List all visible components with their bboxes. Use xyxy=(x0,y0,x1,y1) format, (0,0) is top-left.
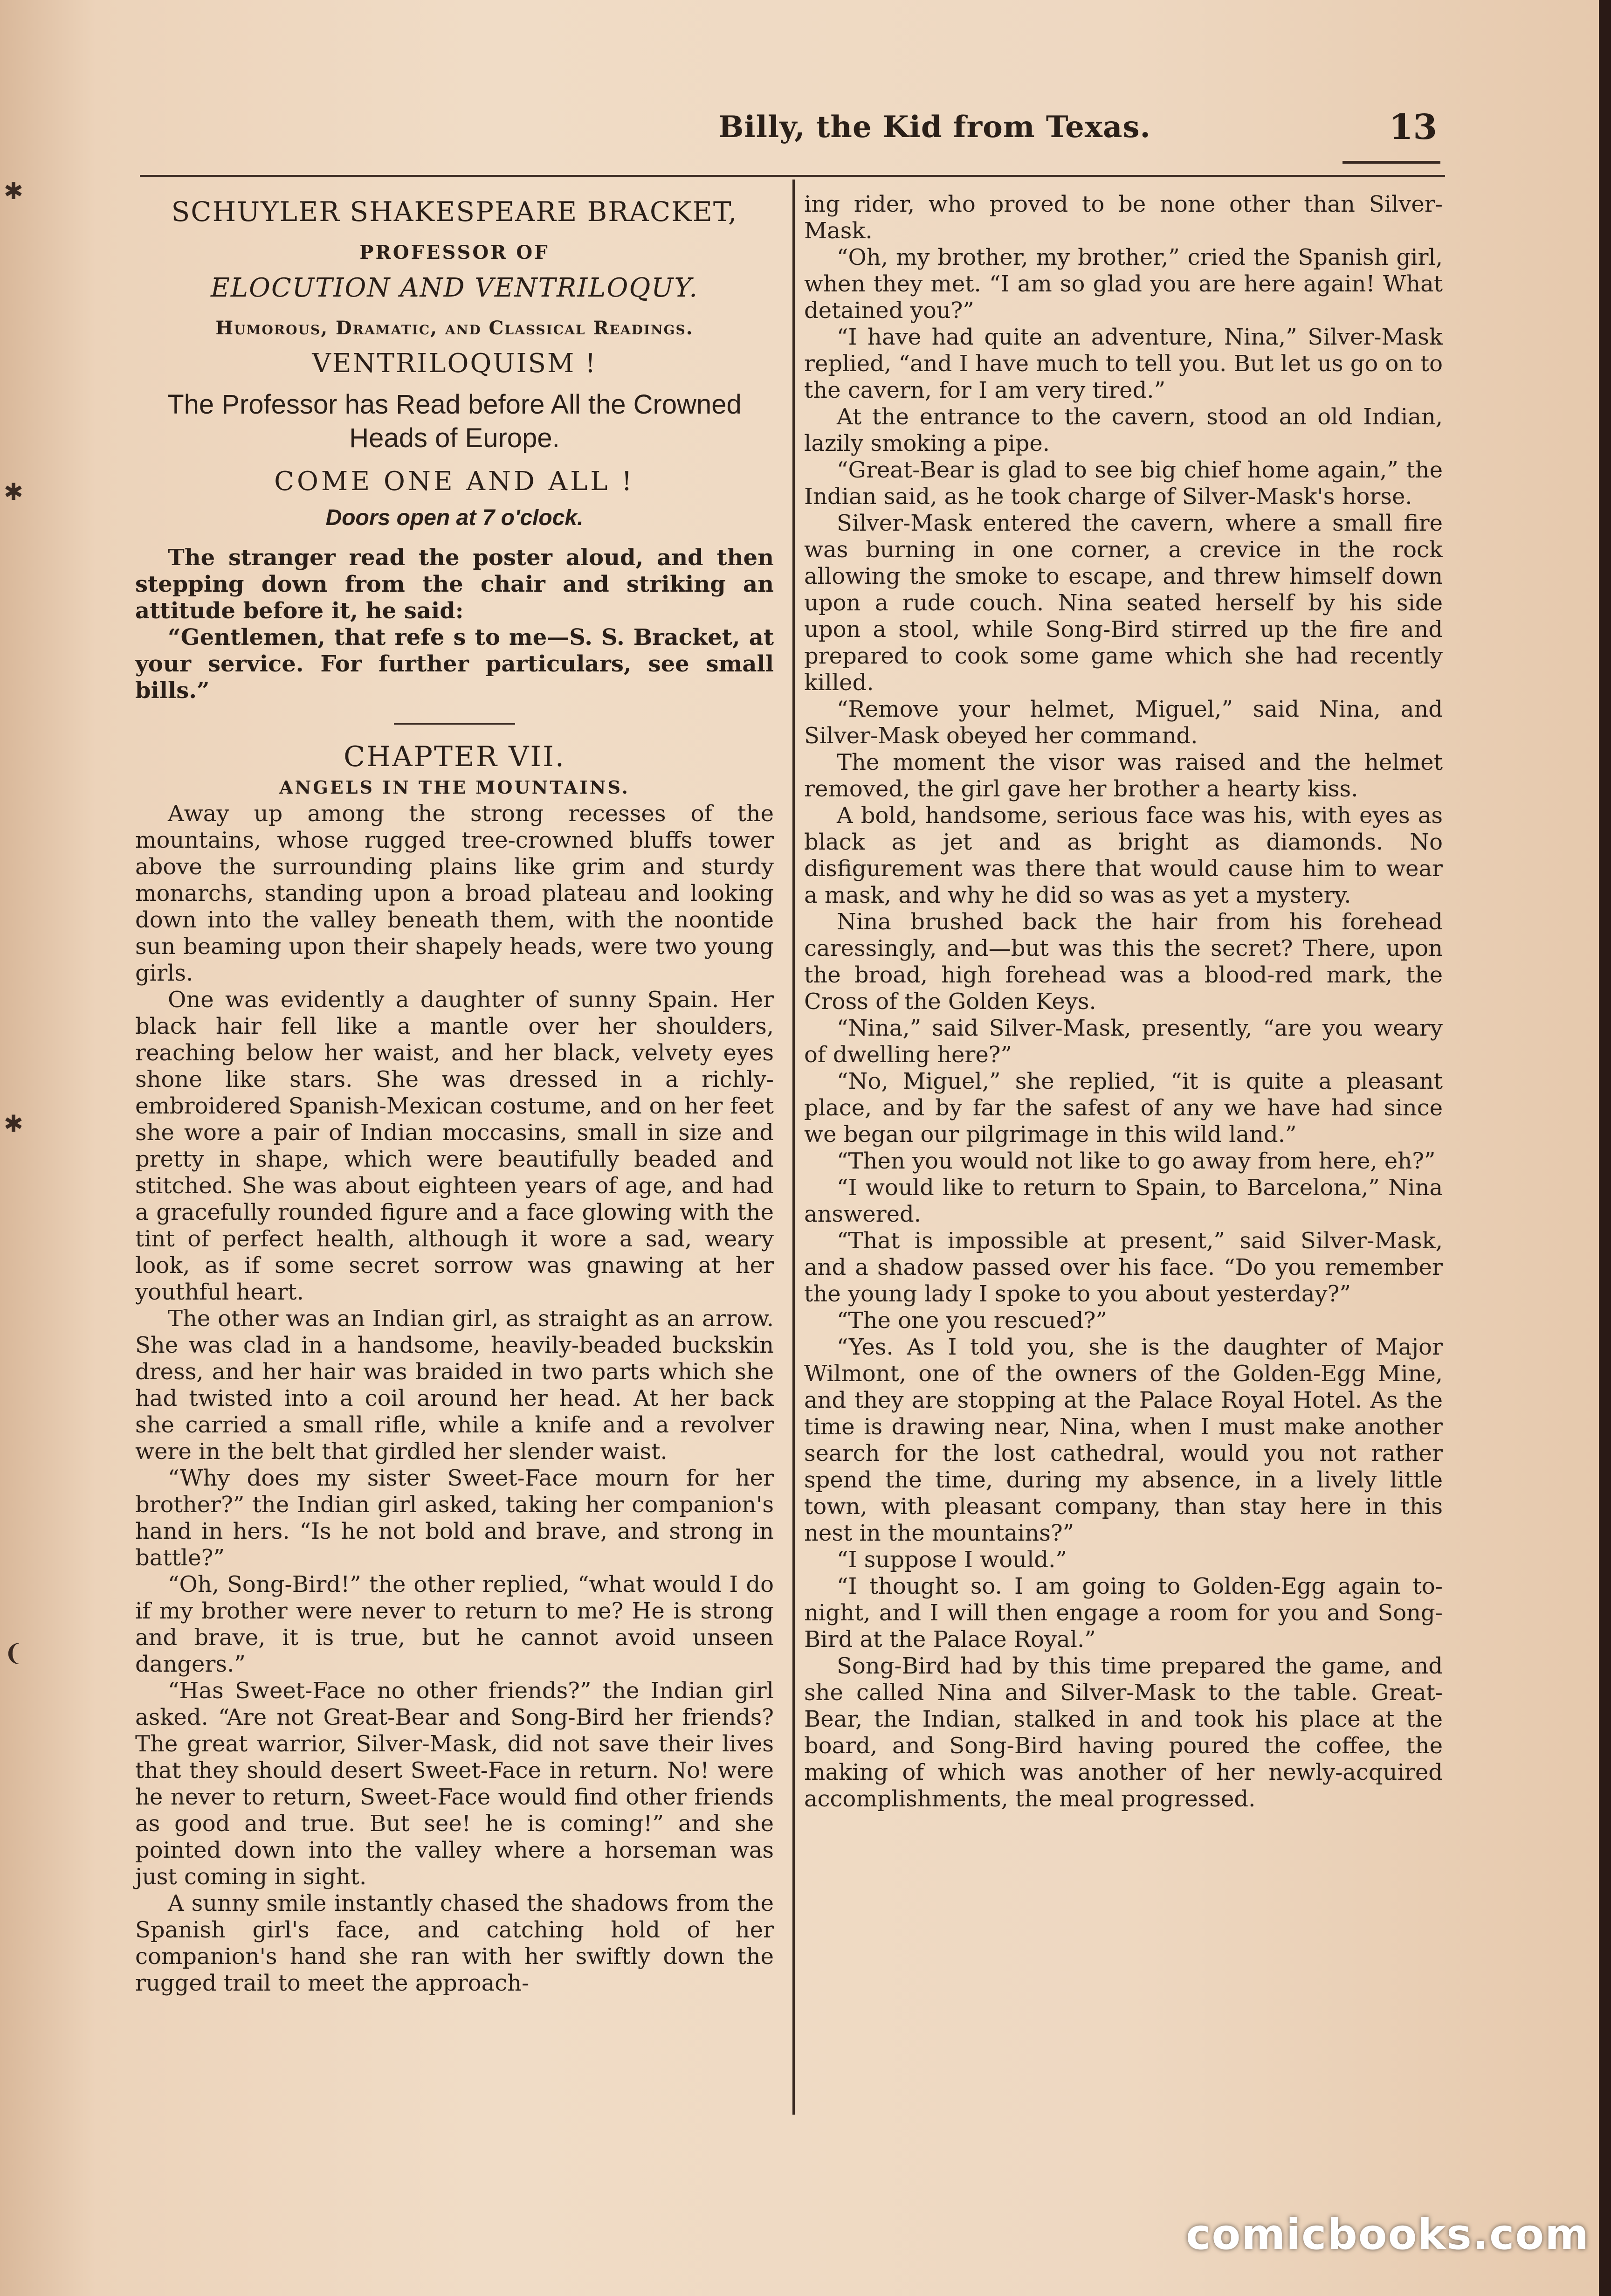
paragraph: “I would like to return to Spain, to Barcelona,” Nina answered. xyxy=(804,1175,1443,1227)
header-rule xyxy=(140,175,1445,177)
paragraph: “No, Miguel,” she replied, “it is quite a pleasant place, and by far the safest of any we have had since we began our pilgrimage in this wild land.” xyxy=(804,1068,1443,1148)
paragraph: ing rider, who proved to be none other than Silver-Mask. xyxy=(804,191,1443,244)
spine-stitch-mark: ✱ xyxy=(4,478,23,505)
paragraph: At the entrance to the cavern, stood an old Indian, lazily smoking a pipe. xyxy=(804,404,1443,456)
paragraph: The moment the visor was raised and the helmet removed, the girl gave her brother a hearty kiss. xyxy=(804,749,1443,802)
paragraph: “I suppose I would.” xyxy=(837,1547,1067,1573)
paragraph: Silver-Mask entered the cavern, where a small fire was burning in one corner, a crevice in the rock allowing the smoke to escape, and threw himself down upon a rude couch. Nina seated herself by his side upon a stool, while Song-Bird stirred up the fire and prepared to cook some game which she had recently killed. xyxy=(804,510,1443,696)
spine-stitch-mark: ✱ xyxy=(4,1110,23,1137)
paragraph: The stranger read the poster aloud, and then stepping down from the chair and striking an attitude before it, he said: xyxy=(135,545,774,624)
paragraph: “Gentlemen, that refe s to me—S. S. Bracket, at your service. For further particulars, see small bills.” xyxy=(135,624,774,704)
paragraph: “Oh, Song-Bird!” the other replied, “what would I do if my brother were never to return to me? He is strong and brave, it is true, but he cannot avoid unseen dangers.” xyxy=(135,1571,774,1677)
paragraph: “Then you would not like to go away from here, eh?” xyxy=(837,1148,1436,1174)
poster-doors: Doors open at 7 o'clock. xyxy=(325,505,584,530)
poster-come-one: COME ONE AND ALL ! xyxy=(274,466,635,497)
paragraph: Song-Bird had by this time prepared the game, and she called Nina and Silver-Mask to the table. Great-Bear, the Indian, stalked in and took his place at the board, and Song-Bird having poured the coffee, the making of which was another of her newly-acquired accomplishments, the meal progressed. xyxy=(804,1653,1443,1812)
poster-professor-of: PROFESSOR OF xyxy=(359,242,550,263)
paragraph: One was evidently a daughter of sunny Spain. Her black hair fell like a mantle over her shoulders, reaching below her waist, and her black, velvety eyes shone like stars. She was dressed in a richly-embroidered Spanish-Mexican costume, and on her feet she wore a pair of Indian moccasins, small in size and pretty in shape, which were beautifully beaded and stitched. She was about eighteen years of age, and had a gracefully rounded figure and a face glowing with the tint of perfect health, although it wore a sad, weary look, as if some secret sorrow was gnawing at her youthful heart. xyxy=(135,987,774,1305)
right-column xyxy=(804,191,1443,1812)
paragraph: A bold, handsome, serious face was his, with eyes as black as jet and as bright as diamonds. No disfigurement was there that would cause him to wear a mask, and why he did so was as yet a mystery. xyxy=(804,802,1443,908)
paragraph: “That is impossible at present,” said Silver-Mask, and a shadow passed over his face. “Do you remember the young lady I spoke to you about yesterday?” xyxy=(804,1228,1443,1307)
chapter-number: CHAPTER VII. xyxy=(344,740,565,773)
paragraph: “Yes. As I told you, she is the daughter of Major Wilmont, one of the owners of the Golden-Egg Mine, and they are stopping at the Palace Royal Hotel. As the time is drawing near, Nina, when I must make another search for the lost cathedral, would you not rather spend the time, during my absence, in a lively little town, with pleasant company, than stay here in this nest in the mountains?” xyxy=(804,1334,1443,1546)
paragraph: Nina brushed back the hair from his forehead caressingly, and—but was this the secret? There, upon the broad, high forehead was a blood-red mark, the Cross of the Golden Keys. xyxy=(804,909,1443,1015)
paragraph: “Great-Bear is glad to see big chief home again,” the Indian said, as he took charge of Silver-Mask's horse. xyxy=(804,457,1443,510)
paragraph: Away up among the strong recesses of the mountains, whose rugged tree-crowned bluffs tower above the surrounding plains like grim and sturdy monarchs, standing upon a broad plateau and looking down into the valley beneath them, with the noontide sun beaming upon their shapely heads, were two young girls. xyxy=(135,801,774,986)
paragraph: “Oh, my brother, my brother,” cried the Spanish girl, when they met. “I am so glad you are here again! What detained you?” xyxy=(804,244,1443,324)
paragraph: “Why does my sister Sweet-Face mourn for her brother?” the Indian girl asked, taking her companion's hand in hers. “Is he not bold and brave, and strong in battle?” xyxy=(135,1465,774,1571)
header-dash xyxy=(1342,161,1440,164)
column-divider xyxy=(792,180,795,2115)
poster-ventriloquism: VENTRILOQUISM ! xyxy=(312,348,597,379)
section-rule xyxy=(394,723,515,725)
paragraph: “The one you rescued?” xyxy=(837,1307,1107,1334)
paragraph: “Has Sweet-Face no other friends?” the Indian girl asked. “Are not Great-Bear and Song-Bird her friends? The great warrior, Silver-Mask, did not save their lives that they should desert Sweet-Face in return. No! were he never to return, Sweet-Face would find other friends as good and true. But see! he is coming!” and she pointed down into the valley where a horseman was just coming in sight. xyxy=(135,1678,774,1890)
poster-subject: ELOCUTION AND VENTRILOQUY. xyxy=(210,273,699,303)
paragraph: “Remove your helmet, Miguel,” said Nina, and Silver-Mask obeyed her command. xyxy=(804,696,1443,749)
poster-name: SCHUYLER SHAKESPEARE BRACKET, xyxy=(171,196,738,228)
paragraph: “Nina,” said Silver-Mask, presently, “are you weary of dwelling here?” xyxy=(804,1015,1443,1068)
page-number: 13 xyxy=(1389,107,1437,147)
chapter-title: ANGELS IN THE MOUNTAINS. xyxy=(279,777,630,798)
paragraph: “I have had quite an adventure, Nina,” Silver-Mask replied, “and I have much to tell you. But let us go on to the cavern, for I am very tired.” xyxy=(804,324,1443,403)
page-edge xyxy=(1599,0,1611,2296)
poster-crowned-heads: The Professor has Read before All the Crowned Heads of Europe. xyxy=(167,389,742,453)
paragraph: A sunny smile instantly chased the shadows from the Spanish girl's face, and catching hold of her companion's hand she ran with her swiftly down the rugged trail to meet the approach- xyxy=(135,1890,774,1996)
spine-stitch-mark: ✱ xyxy=(4,178,23,205)
spine-stitch-mark: ❨ xyxy=(4,1639,23,1667)
paragraph: The other was an Indian girl, as straight as an arrow. She was clad in a handsome, heavily-beaded buckskin dress, and her hair was braided in two parts which she had twisted into a coil around her head. At her back she carried a small rifle, while a knife and a revolver were in the belt that girdled her slender waist. xyxy=(135,1306,774,1465)
left-column xyxy=(135,191,774,1997)
running-head: Billy, the Kid from Texas. xyxy=(718,110,1151,145)
poster-readings: Humorous, Dramatic, and Classical Readings. xyxy=(215,317,694,339)
site-watermark: comicbooks.com xyxy=(1186,2210,1590,2259)
paragraph: “I thought so. I am going to Golden-Egg again to-night, and I will then engage a room for you and Song-Bird at the Palace Royal.” xyxy=(804,1573,1443,1653)
